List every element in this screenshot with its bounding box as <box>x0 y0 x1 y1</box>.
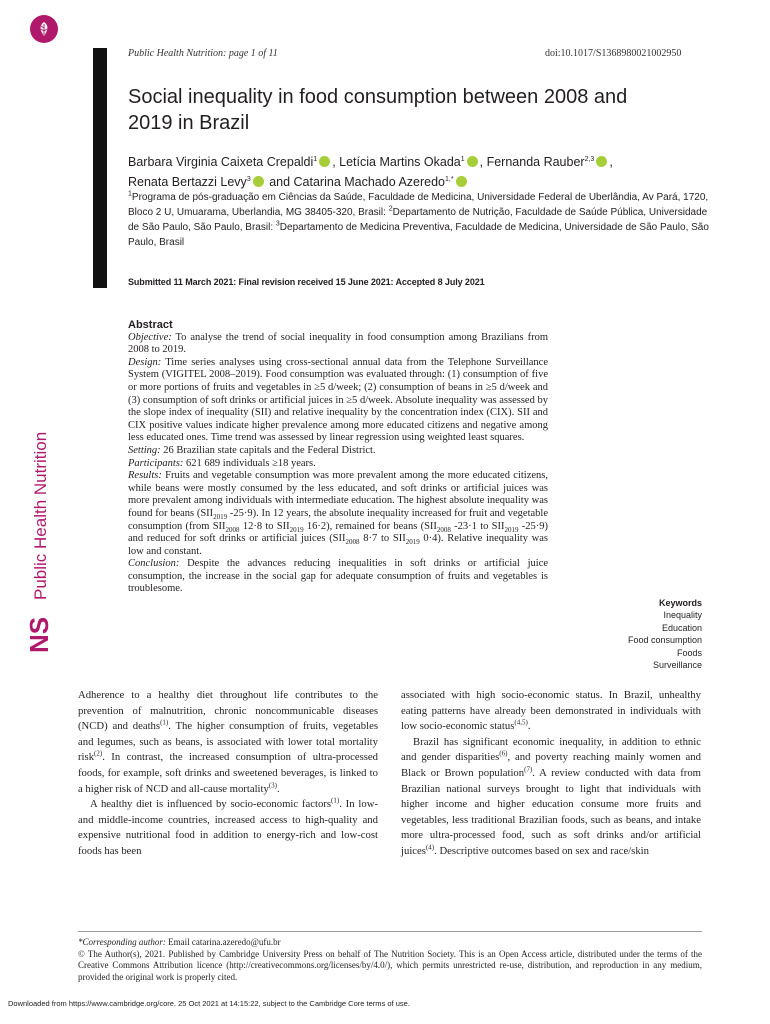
corresponding-email[interactable]: Email catarina.azeredo@ufu.br <box>165 937 281 947</box>
journal-ns-logo: NS <box>24 616 52 653</box>
submission-dates: Submitted 11 March 2021: Final revision received 15 June 2021: Accepted 8 July 2021 <box>128 277 485 287</box>
keywords-block <box>560 597 702 671</box>
author-name[interactable]: Barbara Virginia Caixeta Crepaldi <box>128 155 314 169</box>
body-paragraph: Brazil has significant economic inequality, in addition to ethnic and gender disparities$^{(6)}$, and poverty reaching mainly women and Black or Brown population$^{(7)}$. A review conducted with data from Brazilian national surveys brought to light that individuals with higher income and higher education consume more fruits and vegetables, less traditional Brazilian foods, such as beans, and intake more ultra-processed food, such as soft drinks and/or artificial juices$^{(4)}$. Descriptive outcomes based on sex and race/skin <box>401 735 701 857</box>
body-paragraph: A healthy diet is influenced by socio-economic factors$^{(1)}$. In low- and middle-income countries, increased access to high-quality and expensive nutritional food in addition to energy-rich and low-cost foods has been <box>78 796 378 857</box>
keyword-item: Education <box>661 622 702 633</box>
article-title: Social inequality in food consumption between 2008 and 2019 in Brazil <box>128 86 628 134</box>
author-list: Barbara Virginia Caixeta Crepaldi$^1$ , Letícia Martins Okada$^1$ , Fernanda Rauber$^{2,3}$ , Renata Bertazzi Levy$^3$ and Catarina Machado Azeredo$^{1,*}$ <box>128 155 613 189</box>
author-name[interactable]: , Letícia Martins Okada <box>332 155 461 169</box>
body-paragraph: associated with high socio-economic status. In Brazil, unhealthy eating patterns have already been demonstrated in individuals with low socio-economic status$^{(4,5)}$. <box>401 689 701 733</box>
footnote-divider <box>78 931 702 932</box>
abstract-objective: Objective: To analyse the trend of social inequality in food consumption among Brazilians from 2008 to 2019. <box>128 331 548 356</box>
keyword-item: Foods <box>676 647 702 658</box>
body-paragraph: Adherence to a healthy diet throughout life contributes to the prevention of malnutrition, chronic noncommunicable diseases (NCD) and deaths$^{(1)}$. The higher consumption of fruits, vegetables and legumes, such as beans, is associated with lower total mortality risk$^{(2)}$. In contrast, the increased consumption of ultra-processed foods, for example, soft drinks and sweetened beverages, is linked to a higher risk of NCD and all-cause mortality$^{(3)}$. <box>78 689 378 795</box>
keywords-heading: Keywords <box>658 598 702 608</box>
journal-logo-icon <box>30 15 58 43</box>
orcid-icon[interactable] <box>253 176 264 187</box>
running-title: Public Health Nutrition: page 1 of 11 <box>128 48 278 59</box>
abstract-design: Design: Time series analyses using cross-sectional annual data from the Telephone Surveillance System (VIGITEL 2008–2019). Food consumption was evaluated through: (1) consumption of five or more portions of fruits and vegetables in ≥5 d/week; (2) consumption of beans in ≥5 d/week and (3) consumption of soft drinks or artificial juices in ≥5 d/week. Absolute inequality was assessed by the slope index of inequality (SII) and relative inequality by the concentration index (CIX). SII and CIX positive values indicate higher prevalence among more educated citizens and negative among less educated ones. Time trend was assessed by linear regression using weighted least squares. <box>128 356 548 444</box>
download-notice: Downloaded from https://www.cambridge.org/core. 25 Oct 2021 at 14:15:22, subject to the Cambridge Core terms of use. <box>8 999 410 1008</box>
doi-link[interactable]: doi:10.1017/S1368980021002950 <box>545 48 682 59</box>
abstract-results: Results: Fruits and vegetable consumption was more prevalent among the more educated citizens, while beans were mostly consumed by the less educated, and soft drinks or artificial juices was more prevalent among individuals with intermediate education. The highest absolute inequality was found for beans ($SII_{2019}$ -25·9). In 12 years, the absolute inequality increased for fruit and vegetable consumption (from $SII_{2008}$ 12·8 to $SII_{2019}$ 16·2), remained for beans ($SII_{2008}$ -23·1 to $SII_{2019}$ -25·9) and reduced for soft drinks or artificial juices ($SII_{2008}$ 8·7 to $SII_{2019}$ 0·4). Relative inequality was low and constant. <box>128 470 548 557</box>
abstract-conclusion: Conclusion: Despite the advances reducing inequalities in soft drinks or artificial juice consumption, the increase in the social gap for adequate consumption of fruits and vegetables is troublesome. <box>128 558 548 595</box>
journal-side-brand <box>22 395 52 655</box>
journal-name-vertical: Public Health Nutrition <box>31 431 50 600</box>
abstract-participants: Participants: 621 689 individuals ≥18 years. <box>128 457 316 469</box>
footnote <box>78 937 702 983</box>
author-name[interactable]: and Catarina Machado Azeredo <box>265 175 446 189</box>
license-statement: © The Author(s), 2021. Published by Cambridge University Press on behalf of The Nutrition Society. This is an Open Access article, distributed under the terms of the Creative Commons Attribution licence (http://creativecommons.org/licenses/by/4.0/), which permits unrestricted re-use, distribution, and reproduction in any medium, provided the original work is properly cited. <box>78 948 702 982</box>
abstract-setting: Setting: 26 Brazilian state capitals and the Federal District. <box>128 444 376 456</box>
title-accent-bar <box>93 48 107 288</box>
corresponding-author: *Corresponding author: Email catarina.azeredo@ufu.br <box>78 937 281 947</box>
author-name[interactable]: Renata Bertazzi Levy <box>128 175 247 189</box>
abstract <box>128 319 548 596</box>
leaf-emblem-icon <box>35 20 53 38</box>
orcid-icon[interactable] <box>319 156 330 167</box>
keyword-item: Inequality <box>663 610 702 621</box>
orcid-icon[interactable] <box>596 156 607 167</box>
body-column-right <box>401 688 701 860</box>
author-name[interactable]: , Fernanda Rauber <box>479 155 585 169</box>
abstract-heading: Abstract <box>128 319 173 331</box>
body-column-left <box>78 688 378 860</box>
keyword-item: Surveillance <box>652 660 702 671</box>
affiliations: $^1$Programa de pós-graduação em Ciências da Saúde, Faculdade de Medicina, Universidade Federal de Uberlândia, Av Pará, 1720, Bloco 2 U, Umuarama, Uberlandia, MG 38405-320, Brasil: $^2$Departamento de Nutrição, Faculdade de Saúde Pública, Universidade de São Paulo, São Paulo, Brasil: $^3$Departamento de Medicina Preventiva, Faculdade de Medicina, Universidade de São Paulo, São Paulo, Brasil <box>128 190 709 248</box>
orcid-icon[interactable] <box>456 176 467 187</box>
keyword-item: Food consumption <box>627 635 702 646</box>
orcid-icon[interactable] <box>467 156 478 167</box>
